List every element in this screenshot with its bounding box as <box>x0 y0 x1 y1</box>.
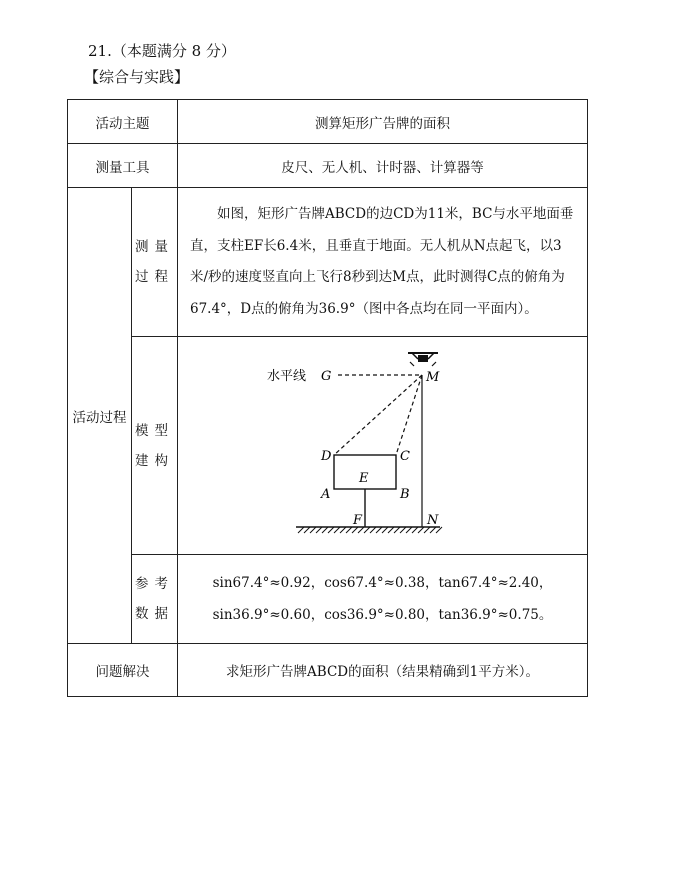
point-n: N <box>427 513 439 528</box>
hatch-mark <box>328 527 334 533</box>
hatch-mark <box>364 527 370 533</box>
model-label-2: 建构 <box>135 452 174 469</box>
hatch-mark <box>394 527 400 533</box>
drone-icon <box>408 353 438 366</box>
hatch-mark <box>376 527 382 533</box>
activity-label: 活动过程 <box>68 188 132 644</box>
question-title: 21.（本题满分 8 分） <box>88 42 236 60</box>
row-reference <box>68 555 588 644</box>
row-tools <box>68 144 588 188</box>
theme-label: 活动主题 <box>68 100 178 144</box>
ground-hatching <box>296 527 442 533</box>
hatch-mark <box>400 527 406 533</box>
hatch-mark <box>370 527 376 533</box>
model-diagram-cell <box>178 337 588 555</box>
hatch-mark <box>322 527 328 533</box>
hatch-mark <box>334 527 340 533</box>
horizontal-line-label: 水平线 <box>267 369 307 384</box>
hatch-mark <box>310 527 316 533</box>
hatch-mark <box>406 527 412 533</box>
problem-label: 问题解决 <box>68 644 178 697</box>
point-b: B <box>400 487 410 502</box>
measure-text-cell <box>178 188 588 337</box>
tools-label: 测量工具 <box>68 144 178 188</box>
hatch-mark <box>304 527 310 533</box>
measure-text: 如图，矩形广告牌ABCD的边CD为11米，BC与水平地面垂直，支柱EF长6.4米，且垂直于地面。无人机从N点起飞，以3米/秒的速度竖直向上飞行8秒到达M点，此时测得C点的俯角为67.4°，D点的俯角为36.9°（图中各点均在同一平面内）。 <box>190 206 574 317</box>
point-c: C <box>400 449 410 464</box>
measure-label-1: 测量 <box>135 239 174 255</box>
reference-label-2: 数据 <box>135 606 174 622</box>
theme-value: 测算矩形广告牌的面积 <box>178 100 588 144</box>
row-theme <box>68 100 588 144</box>
reference-label-1: 参考 <box>135 576 174 592</box>
activity-table <box>67 99 588 697</box>
tools-value: 皮尺、无人机、计时器、计算器等 <box>178 144 588 188</box>
geometry-diagram <box>178 337 588 550</box>
hatch-mark <box>316 527 322 533</box>
model-label-cell <box>132 337 178 555</box>
row-model <box>68 337 588 555</box>
point-a: A <box>321 487 331 502</box>
hatch-mark <box>346 527 352 533</box>
measure-label-2: 过程 <box>135 269 174 285</box>
hatch-mark <box>382 527 388 533</box>
hatch-mark <box>340 527 346 533</box>
point-g: G <box>321 369 332 384</box>
point-e: E <box>359 471 369 486</box>
point-m: M <box>426 370 440 385</box>
hatch-mark <box>388 527 394 533</box>
reference-label-cell <box>132 555 178 644</box>
reference-data-cell <box>178 555 588 644</box>
hatch-mark <box>412 527 418 533</box>
point-f: F <box>353 513 363 528</box>
measure-label-cell <box>132 188 178 337</box>
problem-value: 求矩形广告牌ABCD的面积（结果精确到1平方米）。 <box>178 644 588 697</box>
hatch-mark <box>298 527 304 533</box>
point-d: D <box>321 449 332 464</box>
reference-line-1: sin67.4°≈0.92，cos67.4°≈0.38，tan67.4°≈2.40， <box>212 575 553 591</box>
reference-line-2: sin36.9°≈0.60，cos36.9°≈0.80，tan36.9°≈0.75。 <box>212 607 553 623</box>
row-measure <box>68 188 588 337</box>
section-label: 【综合与实践】 <box>84 68 190 86</box>
model-label-1: 模型 <box>135 422 174 439</box>
hatch-mark <box>418 527 424 533</box>
row-problem <box>68 644 588 697</box>
